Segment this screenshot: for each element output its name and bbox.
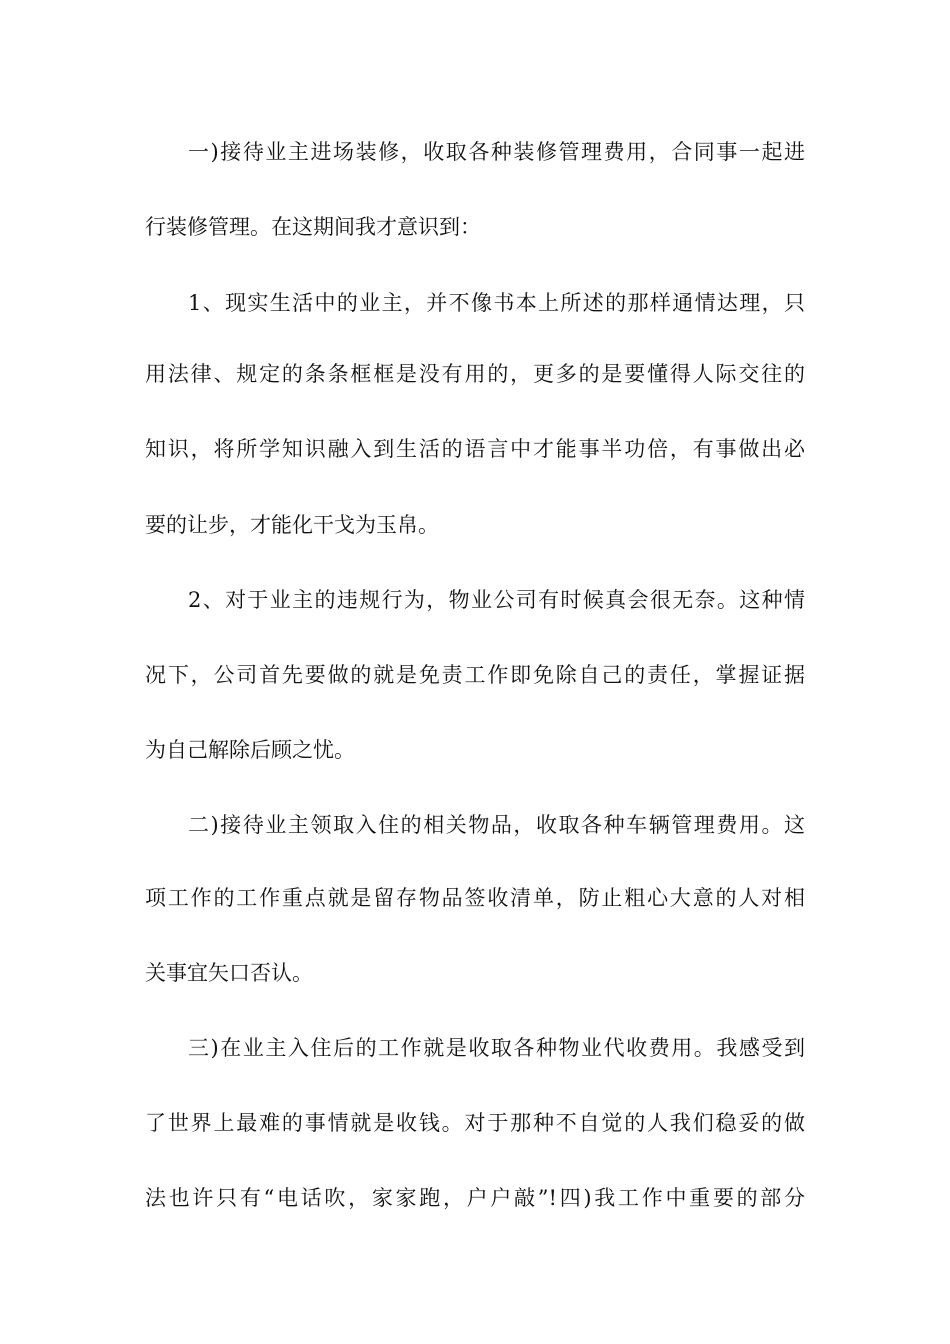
paragraph-3-line-2: 况下，公司首先要做的就是免责工作即免除自己的责任，掌握证据 [145, 663, 805, 687]
paragraph-5-line-2: 了世界上最难的事情就是收钱。对于那种不自觉的人我们稳妥的做 [145, 1111, 805, 1135]
paragraph-5-line-3: 法也许只有“电话吹，家家跑，户户敲”!四)我工作中重要的部分 [145, 1186, 805, 1210]
paragraph-2-line-2: 用法律、规定的条条框框是没有用的，更多的是要懂得人际交往的 [145, 362, 805, 386]
paragraph-3-line-3: 为自己解除后顾之忧。 [145, 738, 355, 762]
paragraph-4-line-3: 关事宜矢口否认。 [145, 961, 313, 985]
paragraph-1-line-2: 行装修管理。在这期间我才意识到： [145, 215, 481, 239]
paragraph-5-line-1: 三)在业主入住后的工作就是收取各种物业代收费用。我感受到 [188, 1036, 805, 1060]
paragraph-4-line-1: 二)接待业主领取入住的相关物品，收取各种车辆管理费用。这 [188, 813, 805, 837]
paragraph-2-line-3: 知识，将所学知识融入到生活的语言中才能事半功倍，有事做出必 [145, 437, 805, 461]
paragraph-4-line-2: 项工作的工作重点就是留存物品签收清单，防止粗心大意的人对相 [145, 886, 805, 910]
paragraph-2-line-4: 要的让步，才能化干戈为玉帛。 [145, 513, 439, 537]
paragraph-3-line-1: 2、对于业主的违规行为，物业公司有时候真会很无奈。这种情 [188, 588, 805, 612]
paragraph-1-line-1: 一)接待业主进场装修，收取各种装修管理费用，合同事一起进 [188, 140, 805, 164]
paragraph-2-line-1: 1、现实生活中的业主，并不像书本上所述的那样通情达理，只 [188, 291, 805, 315]
